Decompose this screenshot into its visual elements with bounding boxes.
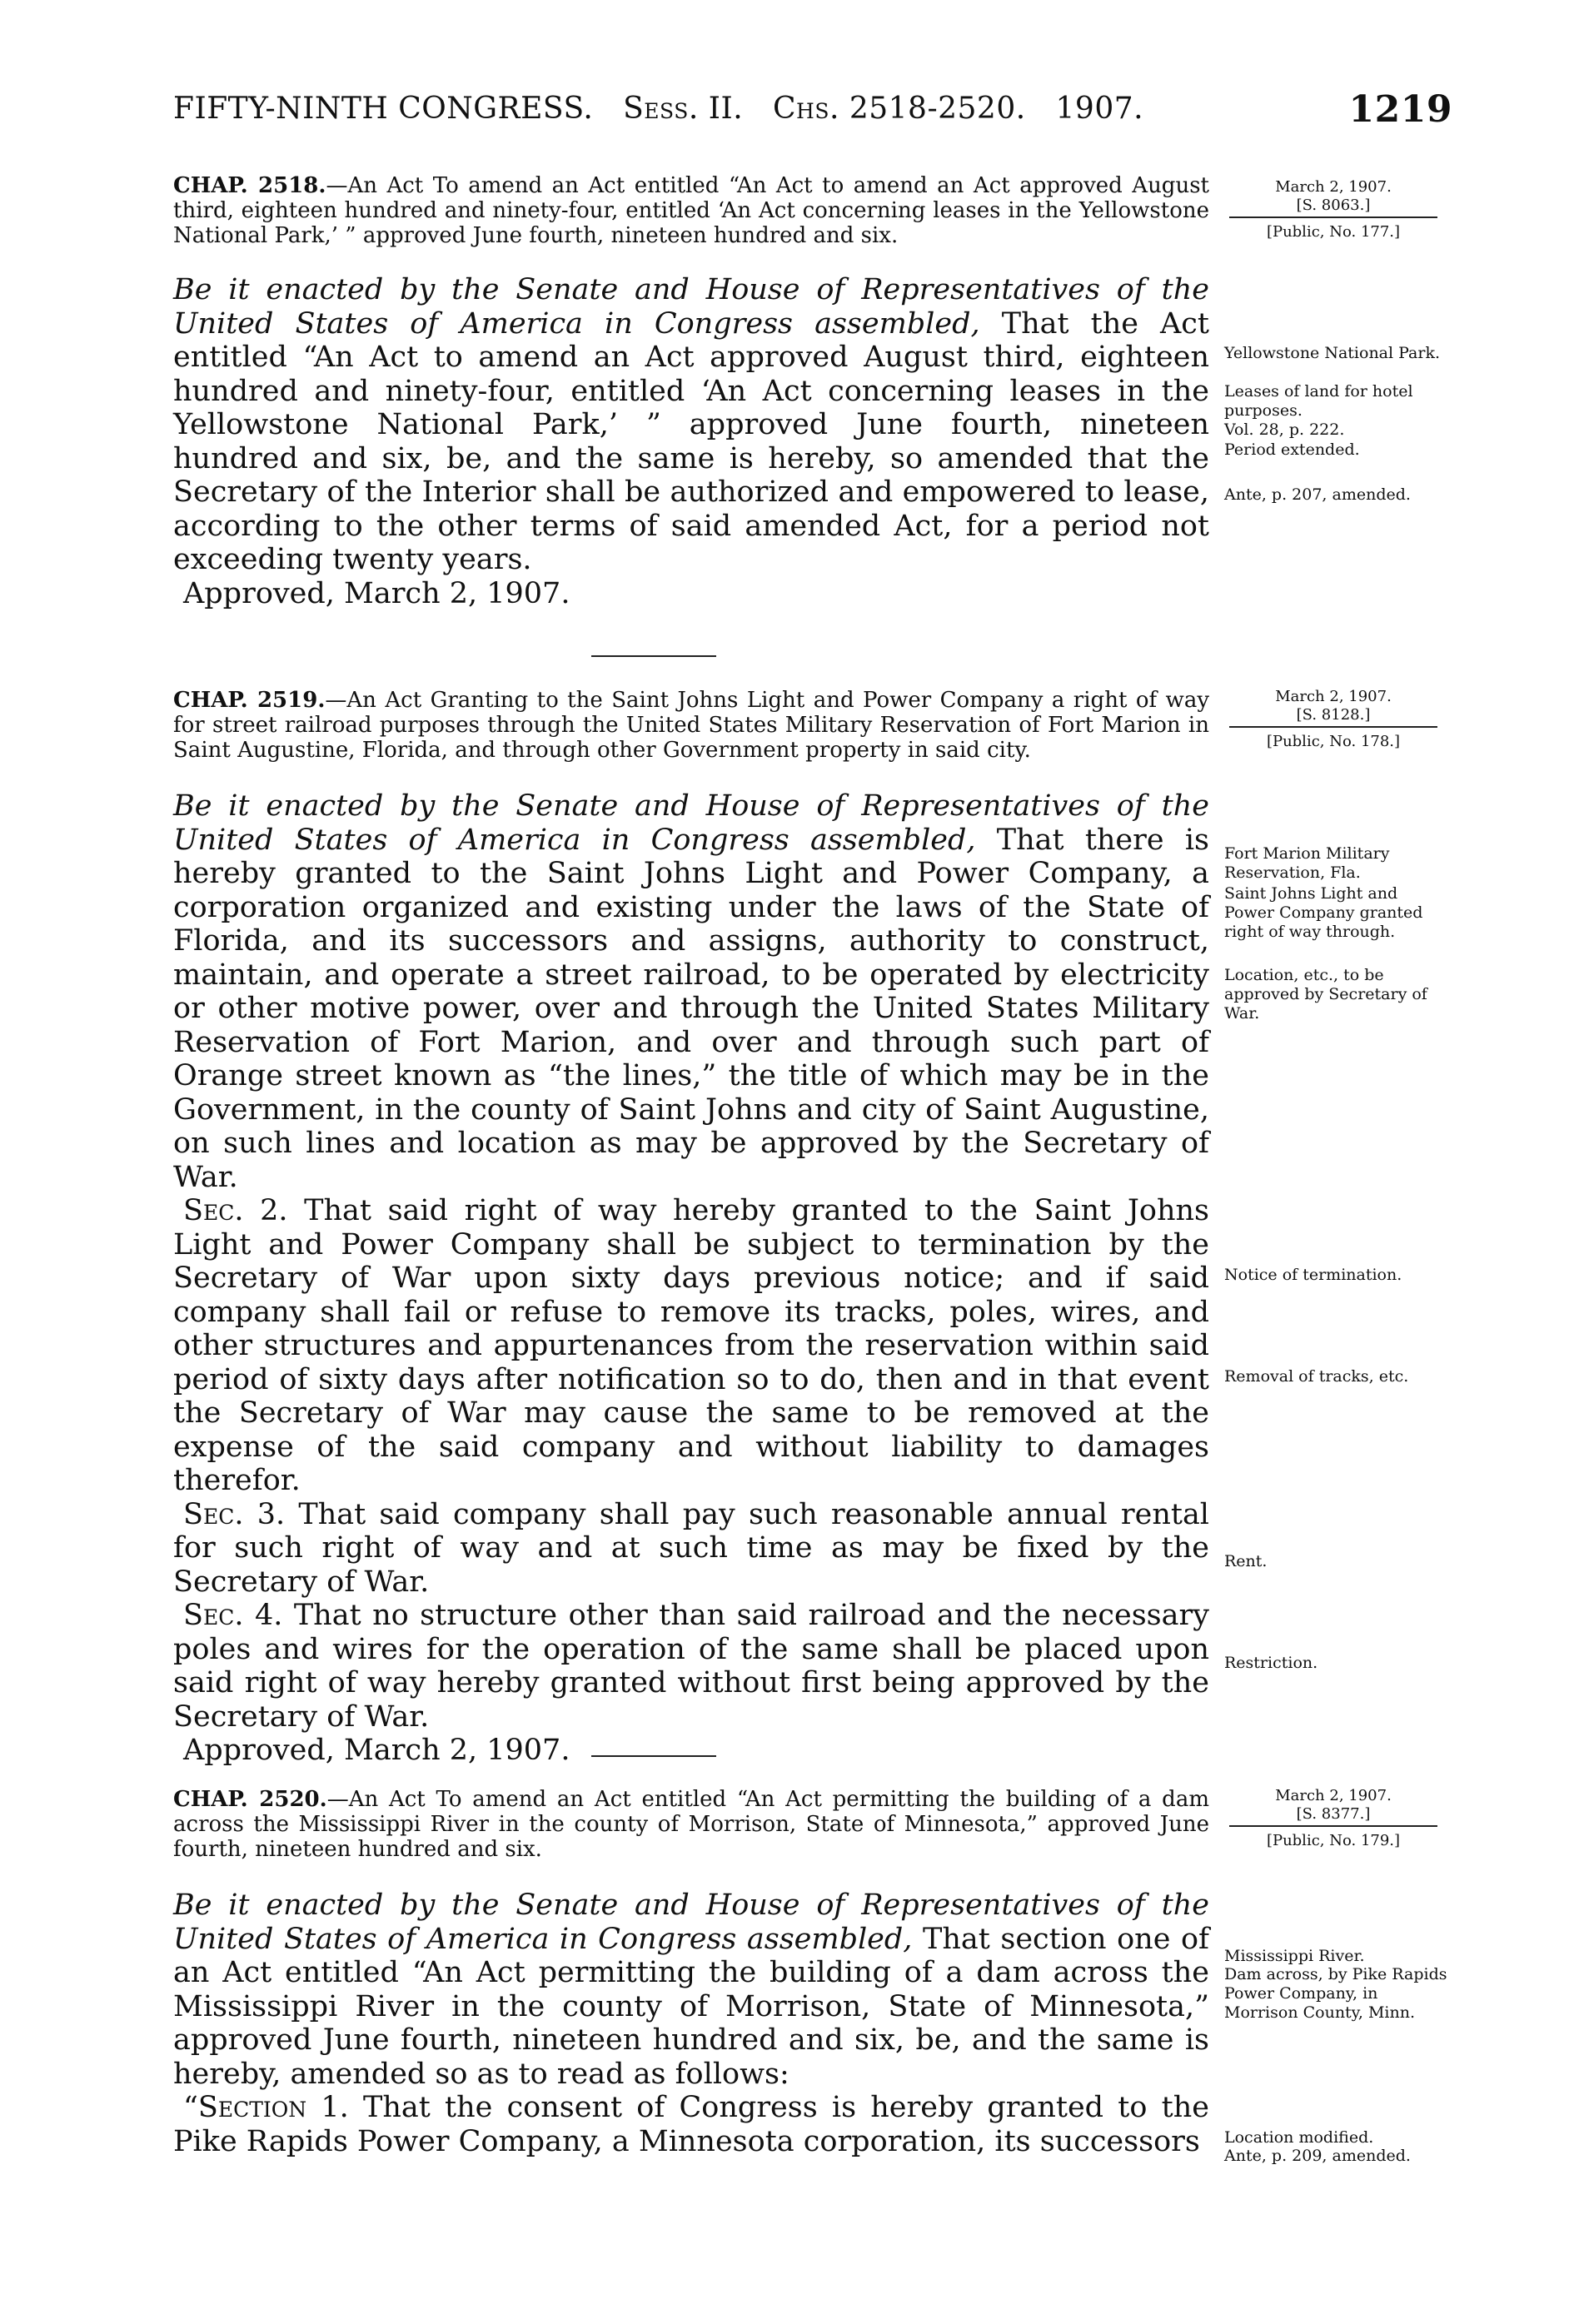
approval-date: March 2, 1907.: [1275, 688, 1392, 705]
section-3: [173, 1498, 1209, 1600]
margin-note: Restriction.: [1224, 1654, 1318, 1672]
section-text: That the consent of Congress is hereby granted to the Pike Rapids Power Company, a Minnesota corporation, its successors: [173, 2091, 1209, 2158]
page-number: 1219: [1348, 88, 1452, 131]
chapter-label: CHAP. 2520.: [173, 1787, 327, 1812]
summary-text: —An Act To amend an Act entitled “An Act to amend an Act approved August third, eighteen hundred and ninety-four, entitled ‘An Act concerning leases in the Yellowstone National Park,’ ” approved June fourth, nineteen hundred and six.: [173, 173, 1209, 248]
act-text: That the Act entitled “An Act to amend an Act approved August third, eighteen hundred and ninety-four, entitled ‘An Act concerning leases in the Yellowstone National Park,’ ” approved June fourth, nineteen hundred and six, be, and the same is hereby, so amended that the Secretary of the Interior shall be authorized and empowered to lease, according to the other terms of said amended Act, for a period not exceeding twenty years.: [173, 306, 1209, 576]
approved-line: Approved, March 2, 1907.: [183, 576, 570, 610]
margin-note: Yellowstone National Park.: [1224, 344, 1441, 362]
margin-note: Dam across, by Pike Rapids Power Company, in Morrison County, Minn.: [1224, 1965, 1447, 2022]
bill-number: [S. 8128.]: [1229, 706, 1437, 728]
margin-note: Leases of land for hotel purposes.: [1224, 382, 1413, 420]
section-text: That said company shall pay such reasonable annual rental for such right of way and at such time as may be fixed by the Secretary of War.: [173, 1497, 1210, 1599]
enacting-clause: Be it enacted by the Senate and House of Representatives of the United States of America in Congress assembled,: [173, 1889, 1209, 1956]
section-text: That no structure other than said railroad and the necessary poles and wires for the operation of the same shall be placed upon said right of way hereby granted without first being approved by the Secretary of War.: [173, 1599, 1209, 1734]
chapter-label: CHAP. 2519.: [173, 688, 326, 713]
margin-note: Rent.: [1224, 1552, 1268, 1570]
date-block: [1229, 688, 1437, 751]
date-block: [1229, 178, 1437, 241]
enacting-paragraph: [173, 1889, 1209, 2091]
margin-note: Period extended.: [1224, 440, 1360, 459]
section-text: That said right of way hereby granted to the Saint Johns Light and Power Company shall be subject to termination by the Secretary of War upon sixty days previous notice; and if said company shall fail or refuse to remove its tracks, poles, wires, and other structures and appurtenances from the reservation within said period of sixty days after notification so to do, then and in that event the Secretary of War may cause the same to be removed at the expense of the said company and without liability to damages therefor.: [173, 1194, 1209, 1497]
bill-number: [S. 8377.]: [1229, 1805, 1437, 1827]
act-text: That section one of an Act entitled “An Act permitting the building of a dam across the Mississippi River in the county of Morrison, State of Minnesota,” approved June fourth, nineteen hundred and six, be, and the same is hereby, amended so as to read as follows:: [173, 1922, 1209, 2091]
chapters: Chs. 2518-2520.: [772, 92, 1026, 126]
chapter-label: CHAP. 2518.: [173, 173, 326, 198]
date-block: [1229, 1787, 1437, 1850]
section-label: Sec. 3.: [183, 1497, 286, 1531]
approval-date: March 2, 1907.: [1275, 178, 1392, 196]
bill-number: [S. 8063.]: [1229, 197, 1437, 218]
section-label: Sec. 2.: [183, 1194, 288, 1227]
section-label: “Section 1.: [183, 2091, 349, 2124]
margin-note: Location modified.: [1224, 2128, 1374, 2147]
running-head: [173, 88, 1452, 142]
public-number: [Public, No. 179.]: [1266, 1832, 1401, 1849]
public-number: [Public, No. 178.]: [1266, 733, 1401, 750]
margin-note: Mississippi River.: [1224, 1947, 1365, 1965]
section-4: [173, 1599, 1209, 1734]
summary-text: —An Act To amend an Act entitled “An Act permitting the building of a dam across the Mississippi River in the county of Morrison, State of Minnesota,” approved June fourth, nineteen hundred and six.: [173, 1787, 1209, 1862]
summary-text: —An Act Granting to the Saint Johns Light and Power Company a right of way for street railroad purposes through the United States Military Reservation of Fort Marion in Saint Augustine, Florida, and through other Government property in said city.: [173, 688, 1210, 763]
chapter-summary: [173, 173, 1209, 248]
enacting-clause: Be it enacted by the Senate and House of Representatives of the United States of America in Congress assembled,: [173, 273, 1209, 341]
section-divider: [591, 655, 716, 657]
act-text: That there is hereby granted to the Saint Johns Light and Power Company, a corporation organized and existing under the laws of the State of Florida, and its successors and assigns, authority to construct, maintain, and operate a street railroad, to be operated by electricity or other motive power, over and through the United States Military Reservation of Fort Marion, and over and through such part of Orange street known as “the lines,” the title of which may be in the Government, in the county of Saint Johns and city of Saint Augustine, on such lines and location as may be approved by the Secretary of War.: [173, 823, 1209, 1194]
enacting-paragraph: [173, 273, 1209, 577]
section-label: Sec. 4.: [183, 1599, 283, 1632]
section-1: [173, 2091, 1209, 2158]
public-number: [Public, No. 177.]: [1266, 223, 1401, 241]
enacting-paragraph: [173, 789, 1209, 1194]
margin-note: Notice of termination.: [1224, 1266, 1402, 1284]
approval-date: March 2, 1907.: [1275, 1787, 1392, 1804]
section-divider: [591, 1755, 716, 1757]
session: Sess. II.: [623, 92, 744, 126]
congress-title: FIFTY-NINTH CONGRESS.: [173, 92, 594, 126]
approved-line: Approved, March 2, 1907.: [183, 1734, 570, 1767]
enacting-clause: Be it enacted by the Senate and House of Representatives of the United States of America in Congress assembled,: [173, 789, 1209, 857]
running-head-title: [173, 92, 1143, 126]
chapter-summary: [173, 1787, 1209, 1862]
chapter-summary: [173, 688, 1209, 763]
margin-note: Ante, p. 207, amended.: [1224, 485, 1411, 504]
margin-note: Removal of tracks, etc.: [1224, 1367, 1409, 1386]
year: 1907.: [1055, 92, 1144, 126]
margin-note: Vol. 28, p. 222.: [1224, 421, 1345, 439]
margin-note: Fort Marion Military Reservation, Fla.: [1224, 844, 1390, 882]
margin-note: Location, etc., to be approved by Secretary of War.: [1224, 966, 1427, 1023]
margin-note: Ante, p. 209, amended.: [1224, 2147, 1411, 2165]
section-2: [173, 1194, 1209, 1498]
margin-note: Saint Johns Light and Power Company granted right of way through.: [1224, 884, 1423, 941]
